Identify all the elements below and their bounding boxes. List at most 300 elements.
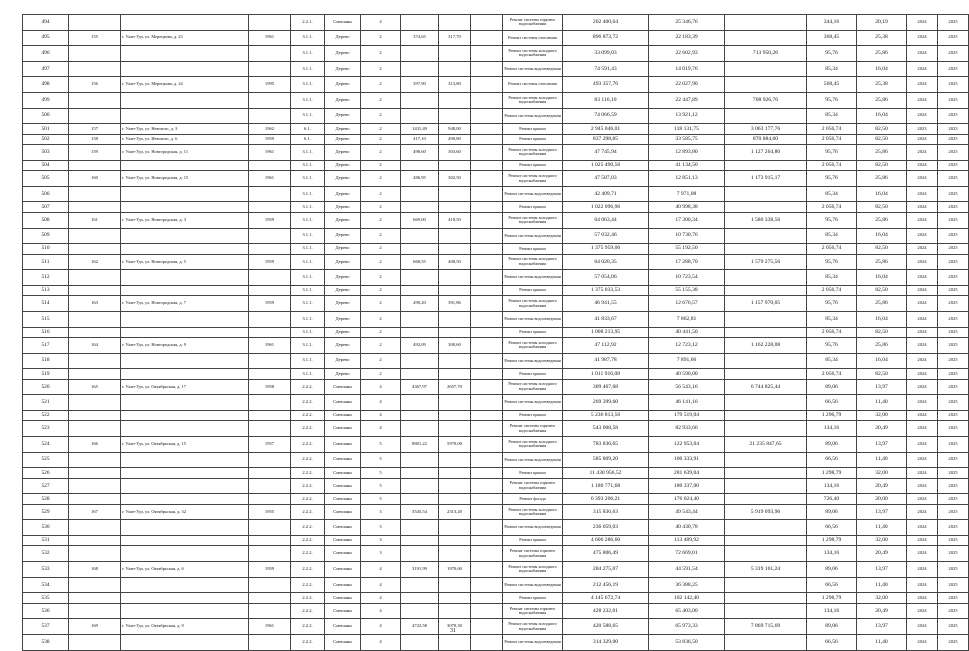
- cell-building-number: 158: [69, 134, 121, 145]
- cell-cost: 64 020,35: [563, 254, 649, 270]
- cell-unit-price-alt: 25,86: [857, 338, 907, 354]
- cell-unit-price-alt: 16,04: [857, 270, 907, 286]
- cell-unit-price-alt: 16,04: [857, 311, 907, 327]
- cell-start-year: 2024: [907, 395, 938, 411]
- cell-row-number: 529: [23, 504, 69, 520]
- cell-building-total: [725, 395, 807, 411]
- cell-row-number: 498: [23, 77, 69, 93]
- cell-cost-alt: 82 933,66: [649, 421, 725, 437]
- cell-address: [121, 593, 249, 604]
- cell-year-built: [249, 228, 291, 244]
- cell-end-year: 2025: [938, 577, 969, 593]
- cell-cost: 837 298,85: [563, 134, 649, 145]
- cell-cost: 1 180 771,68: [563, 478, 649, 494]
- cell-end-year: 2025: [938, 186, 969, 202]
- cell-building-number: 169: [69, 619, 121, 635]
- cell-area-other: [471, 171, 503, 187]
- cell-code: 2.2.2.: [291, 577, 325, 593]
- cell-wall-material: Смешанн: [325, 452, 361, 468]
- cell-floors: 2: [361, 134, 401, 145]
- register-sheet: [22, 14, 958, 651]
- cell-building-number: 156: [69, 77, 121, 93]
- cell-building-total: [725, 285, 807, 296]
- cell-area-living: [439, 634, 471, 650]
- cell-unit-price-alt: 13,97: [857, 379, 907, 395]
- cell-building-number: [69, 202, 121, 213]
- cell-building-total: 21 235 847,65: [725, 436, 807, 452]
- cell-area-living: 1970,60: [439, 562, 471, 578]
- cell-area-other: [471, 593, 503, 604]
- cell-area-total: [401, 46, 439, 62]
- cell-code: 3.1.1.: [291, 228, 325, 244]
- cell-cost: 315 836,63: [563, 504, 649, 520]
- cell-cost-alt: 179 519,04: [649, 410, 725, 421]
- cell-year-built: [249, 369, 291, 380]
- cell-year-built: [249, 353, 291, 369]
- cell-unit-price: 66,56: [807, 634, 857, 650]
- cell-row-number: 528: [23, 494, 69, 505]
- cell-wall-material: Дерево: [325, 46, 361, 62]
- cell-area-other: [471, 353, 503, 369]
- cell-floors: 2: [361, 244, 401, 255]
- cell-area-other: [471, 244, 503, 255]
- cell-start-year: 2024: [907, 468, 938, 479]
- cell-cost-alt: 102 142,40: [649, 593, 725, 604]
- cell-wall-material: Дерево: [325, 270, 361, 286]
- cell-unit-price: 85,34: [807, 311, 857, 327]
- table-row: [23, 395, 969, 411]
- cell-work-type: Ремонт системы холодного водоснабжения: [503, 254, 563, 270]
- cell-unit-price: 2 056,74: [807, 369, 857, 380]
- table-row: [23, 61, 969, 77]
- cell-area-living: [439, 285, 471, 296]
- cell-unit-price: 2 056,74: [807, 202, 857, 213]
- cell-address: [121, 634, 249, 650]
- cell-floors: 2: [361, 124, 401, 135]
- cell-end-year: 2025: [938, 228, 969, 244]
- cell-end-year: 2025: [938, 520, 969, 536]
- cell-cost: 6 393 206,21: [563, 494, 649, 505]
- cell-code: 2.2.2.: [291, 395, 325, 411]
- cell-wall-material: Смешанн: [325, 577, 361, 593]
- cell-unit-price-alt: 11,40: [857, 577, 907, 593]
- cell-end-year: 2025: [938, 634, 969, 650]
- cell-code: 2.2.2.: [291, 421, 325, 437]
- table-row: [23, 327, 969, 338]
- cell-area-total: [401, 634, 439, 650]
- cell-floors: 4: [361, 410, 401, 421]
- cell-wall-material: Дерево: [325, 77, 361, 93]
- table-row: [23, 285, 969, 296]
- cell-end-year: 2025: [938, 478, 969, 494]
- cell-building-total: [725, 410, 807, 421]
- cell-area-other: [471, 296, 503, 312]
- cell-wall-material: Смешанн: [325, 379, 361, 395]
- cell-start-year: 2024: [907, 577, 938, 593]
- cell-cost: 41 987,78: [563, 353, 649, 369]
- cell-work-type: Ремонт фасада: [503, 494, 563, 505]
- cell-code: 3.1.1.: [291, 202, 325, 213]
- cell-unit-price-alt: 82,50: [857, 327, 907, 338]
- cell-work-type: Ремонт системы отопления: [503, 77, 563, 93]
- cell-unit-price: 95,76: [807, 338, 857, 354]
- cell-cost: 896 873,72: [563, 30, 649, 46]
- cell-building-total: [725, 202, 807, 213]
- cell-code: 2.2.2.: [291, 468, 325, 479]
- cell-unit-price: 89,06: [807, 379, 857, 395]
- cell-unit-price-alt: 25,38: [857, 30, 907, 46]
- cell-year-built: 1961: [249, 338, 291, 354]
- cell-year-built: [249, 285, 291, 296]
- cell-code: 2.2.2.: [291, 436, 325, 452]
- table-row: [23, 421, 969, 437]
- cell-cost: 1 375 033,53: [563, 285, 649, 296]
- cell-cost-alt: 176 024,40: [649, 494, 725, 505]
- cell-cost-alt: 12 851,13: [649, 171, 725, 187]
- cell-year-built: 1995: [249, 77, 291, 93]
- cell-cost: 783 836,65: [563, 436, 649, 452]
- cell-unit-price: 1 298,79: [807, 468, 857, 479]
- cell-area-other: [471, 634, 503, 650]
- cell-start-year: 2024: [907, 254, 938, 270]
- cell-area-living: 948,00: [439, 124, 471, 135]
- cell-row-number: 530: [23, 520, 69, 536]
- cell-area-other: [471, 327, 503, 338]
- cell-address: [121, 228, 249, 244]
- cell-address: г. Улан-Удэ, ул. Октябрьская, д. 9: [121, 619, 249, 635]
- cell-address: г. Улан-Удэ, ул. Новгородская, д. 5: [121, 254, 249, 270]
- cell-unit-price-alt: 25,86: [857, 296, 907, 312]
- cell-start-year: 2024: [907, 145, 938, 161]
- cell-cost-alt: 40 998,38: [649, 202, 725, 213]
- cell-year-built: 1958: [249, 379, 291, 395]
- cell-cost: 585 809,20: [563, 452, 649, 468]
- cell-building-number: [69, 634, 121, 650]
- cell-year-built: [249, 577, 291, 593]
- cell-building-total: [725, 634, 807, 650]
- cell-unit-price: 95,76: [807, 212, 857, 228]
- cell-cost-alt: 113 489,92: [649, 535, 725, 546]
- cell-area-total: [401, 603, 439, 619]
- cell-work-type: Ремонт системы водоотведения: [503, 634, 563, 650]
- cell-unit-price-alt: 25,86: [857, 145, 907, 161]
- cell-year-built: [249, 603, 291, 619]
- cell-code: 2.2.1.: [291, 15, 325, 31]
- cell-floors: 2: [361, 160, 401, 171]
- cell-area-other: [471, 108, 503, 124]
- cell-wall-material: Дерево: [325, 145, 361, 161]
- cell-cost: 83 116,10: [563, 92, 649, 108]
- cell-wall-material: Смешанн: [325, 478, 361, 494]
- cell-area-other: [471, 145, 503, 161]
- cell-cost-alt: 281 639,04: [649, 468, 725, 479]
- cell-end-year: 2025: [938, 546, 969, 562]
- table-row: [23, 478, 969, 494]
- cell-wall-material: Смешанн: [325, 603, 361, 619]
- cell-wall-material: Смешанн: [325, 562, 361, 578]
- cell-area-other: [471, 338, 503, 354]
- cell-cost-alt: 40 430,78: [649, 520, 725, 536]
- cell-area-other: [471, 124, 503, 135]
- cell-area-total: 486,95: [401, 171, 439, 187]
- cell-address: [121, 202, 249, 213]
- cell-work-type: Ремонт системы холодного водоснабжения: [503, 171, 563, 187]
- cell-building-number: 163: [69, 296, 121, 312]
- cell-area-total: 492,09: [401, 338, 439, 354]
- cell-unit-price-alt: 25,86: [857, 212, 907, 228]
- cell-building-total: [725, 311, 807, 327]
- cell-row-number: 535: [23, 593, 69, 604]
- cell-row-number: 534: [23, 577, 69, 593]
- cell-area-other: [471, 46, 503, 62]
- cell-building-number: [69, 478, 121, 494]
- cell-work-type: Ремонт крыши: [503, 134, 563, 145]
- cell-building-total: [725, 421, 807, 437]
- cell-area-living: [439, 270, 471, 286]
- cell-area-total: [401, 395, 439, 411]
- cell-end-year: 2023: [938, 124, 969, 135]
- cell-work-type: Ремонт крыши: [503, 124, 563, 135]
- cell-floors: 4: [361, 15, 401, 31]
- cell-code: 2.2.2.: [291, 603, 325, 619]
- cell-building-number: [69, 311, 121, 327]
- cell-floors: 3: [361, 520, 401, 536]
- cell-start-year: 2024: [907, 228, 938, 244]
- cell-work-type: Ремонт системы горячего водоснабжения: [503, 546, 563, 562]
- cell-area-living: [439, 535, 471, 546]
- cell-unit-price: 134,16: [807, 546, 857, 562]
- table-row: [23, 577, 969, 593]
- cell-end-year: 2025: [938, 202, 969, 213]
- cell-building-total: [725, 593, 807, 604]
- cell-floors: 4: [361, 379, 401, 395]
- cell-area-living: 5970,00: [439, 436, 471, 452]
- cell-building-total: [725, 478, 807, 494]
- cell-row-number: 509: [23, 228, 69, 244]
- cell-building-number: [69, 108, 121, 124]
- cell-floors: 2: [361, 186, 401, 202]
- cell-start-year: 2024: [907, 562, 938, 578]
- cell-building-total: 5 919 093,96: [725, 504, 807, 520]
- cell-unit-price: 134,16: [807, 478, 857, 494]
- cell-building-total: [725, 61, 807, 77]
- cell-cost-alt: 65 973,33: [649, 619, 725, 635]
- cell-address: [121, 468, 249, 479]
- table-row: [23, 124, 969, 135]
- cell-end-year: 2025: [938, 603, 969, 619]
- cell-code: 3.1.1.: [291, 46, 325, 62]
- cell-building-number: 168: [69, 562, 121, 578]
- cell-unit-price-alt: 32,00: [857, 468, 907, 479]
- cell-area-other: [471, 30, 503, 46]
- cell-address: [121, 395, 249, 411]
- cell-cost: 236 059,03: [563, 520, 649, 536]
- cell-start-year: 2023: [907, 124, 938, 135]
- cell-building-total: 6 744 825,44: [725, 379, 807, 395]
- table-row: [23, 46, 969, 62]
- cell-cost-alt: 49 543,44: [649, 504, 725, 520]
- cell-area-total: 668,55: [401, 254, 439, 270]
- cell-code: 2.2.2.: [291, 452, 325, 468]
- cell-building-number: 165: [69, 379, 121, 395]
- cell-row-number: 518: [23, 353, 69, 369]
- cell-building-number: 157: [69, 124, 121, 135]
- cell-area-other: [471, 270, 503, 286]
- cell-cost-alt: 40 441,50: [649, 327, 725, 338]
- cell-cost-alt: 12 893,80: [649, 145, 725, 161]
- cell-area-total: [401, 520, 439, 536]
- cell-end-year: 2025: [938, 77, 969, 93]
- cell-row-number: 516: [23, 327, 69, 338]
- cell-floors: 4: [361, 562, 401, 578]
- cell-start-year: 2024: [907, 92, 938, 108]
- cell-wall-material: Дерево: [325, 369, 361, 380]
- cell-cost: 42 409,71: [563, 186, 649, 202]
- cell-area-total: [401, 108, 439, 124]
- cell-floors: 5: [361, 436, 401, 452]
- cell-start-year: 2024: [907, 634, 938, 650]
- cell-end-year: 2025: [938, 468, 969, 479]
- cell-work-type: Ремонт крыши: [503, 410, 563, 421]
- cell-cost-alt: 12 723,12: [649, 338, 725, 354]
- cell-floors: 2: [361, 92, 401, 108]
- cell-floors: 2: [361, 296, 401, 312]
- cell-year-built: [249, 395, 291, 411]
- cell-code: 2.2.2.: [291, 494, 325, 505]
- cell-work-type: Ремонт системы водоотведения: [503, 395, 563, 411]
- cell-unit-price-alt: 11,40: [857, 520, 907, 536]
- cell-area-other: [471, 254, 503, 270]
- cell-unit-price: 85,34: [807, 61, 857, 77]
- cell-area-living: [439, 108, 471, 124]
- cell-address: [121, 285, 249, 296]
- table-row: [23, 244, 969, 255]
- cell-year-built: [249, 520, 291, 536]
- cell-year-built: [249, 202, 291, 213]
- table-row: [23, 171, 969, 187]
- cell-cost-alt: 46 141,16: [649, 395, 725, 411]
- cell-start-year: 2024: [907, 593, 938, 604]
- cell-year-built: [249, 468, 291, 479]
- cell-start-year: 2024: [907, 311, 938, 327]
- cell-wall-material: Дерево: [325, 134, 361, 145]
- cell-area-other: [471, 77, 503, 93]
- cell-wall-material: Дерево: [325, 228, 361, 244]
- cell-wall-material: Дерево: [325, 108, 361, 124]
- cell-end-year: 2025: [938, 46, 969, 62]
- cell-area-other: [471, 285, 503, 296]
- cell-year-built: 1959: [249, 296, 291, 312]
- cell-row-number: 510: [23, 244, 69, 255]
- cell-floors: 4: [361, 619, 401, 635]
- cell-area-total: 3191,99: [401, 562, 439, 578]
- cell-area-total: [401, 285, 439, 296]
- cell-year-built: [249, 108, 291, 124]
- cell-area-other: [471, 520, 503, 536]
- cell-end-year: 2025: [938, 311, 969, 327]
- cell-area-total: 669,00: [401, 212, 439, 228]
- cell-work-type: Ремонт системы водоотведения: [503, 452, 563, 468]
- cell-code: 3.1.1.: [291, 369, 325, 380]
- cell-unit-price-alt: 16,04: [857, 353, 907, 369]
- cell-address: г. Улан-Удэ, ул. Новгородская, д. 7: [121, 296, 249, 312]
- cell-cost: 314 329,00: [563, 634, 649, 650]
- cell-row-number: 512: [23, 270, 69, 286]
- cell-wall-material: Смешанн: [325, 436, 361, 452]
- cell-cost-alt: 22 447,89: [649, 92, 725, 108]
- cell-start-year: 2024: [907, 212, 938, 228]
- cell-start-year: 2024: [907, 603, 938, 619]
- cell-building-number: [69, 369, 121, 380]
- cell-unit-price: 95,76: [807, 92, 857, 108]
- cell-building-number: [69, 452, 121, 468]
- cell-code: 2.2.2.: [291, 562, 325, 578]
- cell-unit-price: 89,06: [807, 436, 857, 452]
- table-row: [23, 535, 969, 546]
- table-row: [23, 546, 969, 562]
- cell-work-type: Ремонт крыши: [503, 202, 563, 213]
- cell-building-total: [725, 228, 807, 244]
- cell-wall-material: Дерево: [325, 327, 361, 338]
- cell-end-year: 2025: [938, 270, 969, 286]
- cell-year-built: 1961: [249, 145, 291, 161]
- cell-building-number: 164: [69, 338, 121, 354]
- cell-area-other: [471, 504, 503, 520]
- cell-unit-price: 568,45: [807, 77, 857, 93]
- cell-building-total: [725, 494, 807, 505]
- cell-year-built: [249, 15, 291, 31]
- cell-work-type: Ремонт системы холодного водоснабжения: [503, 296, 563, 312]
- cell-building-number: [69, 468, 121, 479]
- cell-work-type: Ремонт крыши: [503, 327, 563, 338]
- cell-row-number: 496: [23, 46, 69, 62]
- cell-unit-price: 95,76: [807, 171, 857, 187]
- cell-area-living: [439, 311, 471, 327]
- cell-area-living: 490,80: [439, 134, 471, 145]
- cell-cost: 47 587,03: [563, 171, 649, 187]
- cell-area-total: [401, 494, 439, 505]
- table-row: [23, 228, 969, 244]
- cell-cost: 33 099,03: [563, 46, 649, 62]
- cell-address: [121, 327, 249, 338]
- cell-unit-price-alt: 16,04: [857, 228, 907, 244]
- cell-building-number: 159: [69, 145, 121, 161]
- cell-wall-material: Смешанн: [325, 468, 361, 479]
- cell-area-living: 317,70: [439, 30, 471, 46]
- cell-start-year: 2024: [907, 327, 938, 338]
- cell-unit-price: 85,34: [807, 353, 857, 369]
- cell-area-living: 302,50: [439, 171, 471, 187]
- cell-building-total: [725, 577, 807, 593]
- cell-year-built: [249, 270, 291, 286]
- cell-end-year: 2025: [938, 504, 969, 520]
- cell-area-total: [401, 546, 439, 562]
- cell-code: 2.2.2.: [291, 593, 325, 604]
- cell-building-total: [725, 186, 807, 202]
- table-row: [23, 369, 969, 380]
- cell-end-year: 2025: [938, 212, 969, 228]
- cell-row-number: 520: [23, 379, 69, 395]
- cell-cost: 57 032,46: [563, 228, 649, 244]
- cell-area-total: 498,60: [401, 145, 439, 161]
- cell-work-type: Ремонт системы холодного водоснабжения: [503, 562, 563, 578]
- cell-row-number: 526: [23, 468, 69, 479]
- cell-start-year: 2024: [907, 546, 938, 562]
- cell-area-living: 408,50: [439, 254, 471, 270]
- cell-area-living: [439, 603, 471, 619]
- cell-end-year: 2025: [938, 145, 969, 161]
- cell-building-total: [725, 244, 807, 255]
